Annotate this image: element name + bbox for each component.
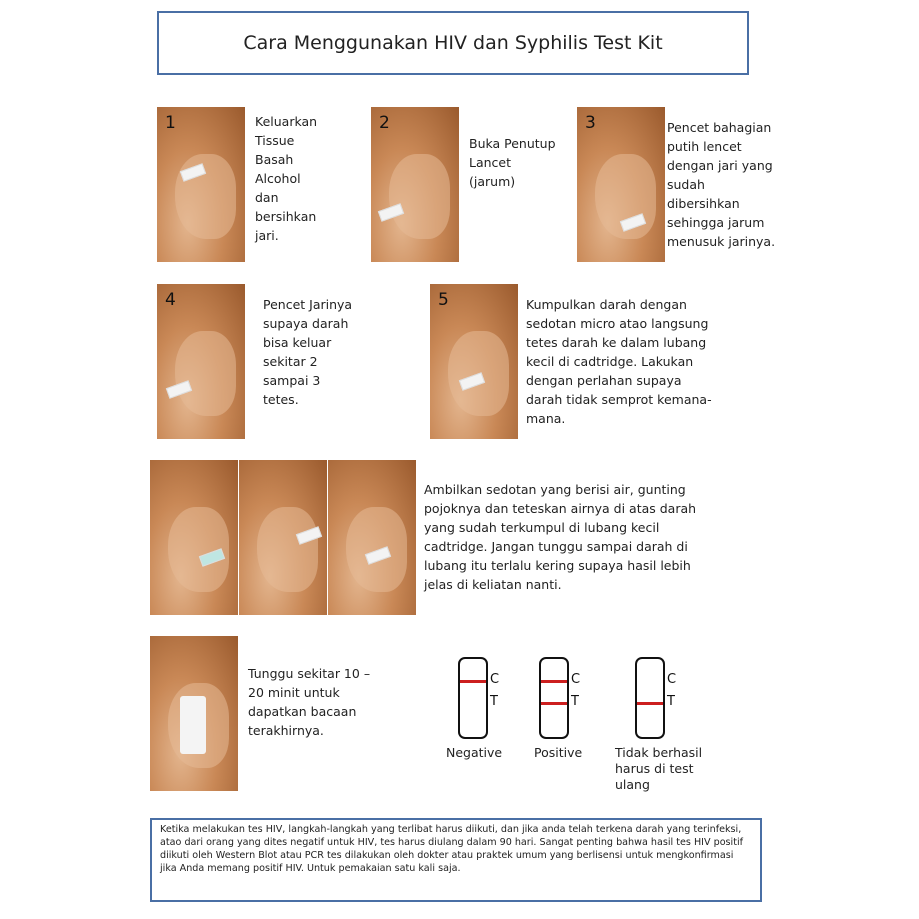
- step-4-number: 4: [165, 290, 176, 310]
- step-5-number: 5: [438, 290, 449, 310]
- step-3-text: Pencet bahagian putih lencet dengan jari yang sudah dibersihkan sehingga jarum menusuk jarinya.: [667, 120, 776, 249]
- step-2-photo: [371, 107, 459, 262]
- t-label-invalid: T: [667, 694, 675, 709]
- c-label-positive: C: [571, 672, 581, 687]
- step-3-number: 3: [585, 113, 596, 133]
- t-label-positive: T: [571, 694, 579, 709]
- test-line: [541, 702, 567, 705]
- t-label-negative: T: [490, 694, 498, 709]
- result-label-positive: Positive: [534, 745, 583, 760]
- control-line: [541, 680, 567, 683]
- step-6-photo-c: [328, 460, 416, 615]
- step-6-photo-a: [150, 460, 238, 615]
- step-6-photo-b: [239, 460, 327, 615]
- step-4-text: Pencet Jarinya supaya darah bisa keluar sekitar 2 sampai 3 tetes.: [263, 297, 353, 407]
- step-1-number: 1: [165, 113, 176, 133]
- cassette-image: [180, 696, 206, 754]
- page-title: Cara Menggunakan HIV dan Syphilis Test Kit: [157, 11, 749, 75]
- control-line: [460, 680, 486, 683]
- test-cassette-invalid: [635, 657, 665, 739]
- test-line: [637, 702, 663, 705]
- step-1-text: Keluarkan Tissue Basah Alcohol dan bersihkan jari.: [255, 114, 318, 243]
- result-label-invalid: Tidak berhasil harus di test ulang: [615, 745, 703, 792]
- step-1-photo: [157, 107, 245, 262]
- step-3-photo: [577, 107, 665, 262]
- c-label-negative: C: [490, 672, 500, 687]
- result-label-negative: Negative: [446, 745, 503, 760]
- test-cassette-positive: [539, 657, 569, 739]
- step-6-text: Ambilkan sedotan yang berisi air, gunting pojoknya dan teteskan airnya di atas darah yang sudah terkumpul di lubang kecil cadtridge. Jangan tunggu sampai darah di lubang itu terlalu kering supaya hasil lebih jelas di keliatan nanti.: [424, 482, 697, 592]
- step-2-number: 2: [379, 113, 390, 133]
- step-4-photo: [157, 284, 245, 439]
- note-box: [150, 818, 762, 902]
- c-label-invalid: C: [667, 672, 677, 687]
- step-2-text: Buka Penutup Lancet (jarum): [469, 136, 556, 189]
- step-7-photo: [150, 636, 238, 791]
- step-7-text: Tunggu sekitar 10 – 20 minit untuk dapatkan bacaan terakhirnya.: [248, 666, 371, 738]
- step-5-photo: [430, 284, 518, 439]
- step-5-text: Kumpulkan darah dengan sedotan micro atao langsung tetes darah ke dalam lubang kecil di cadtridge. Lakukan dengan perlahan supaya darah tidak semprot kemana- mana.: [526, 297, 712, 426]
- test-cassette-negative: [458, 657, 488, 739]
- note-text: Ketika melakukan tes HIV, langkah-langkah yang terlibat harus diikuti, dan jika anda telah terkena darah yang terinfeksi, atao dari orang yang dites negatif untuk HIV, tes harus diulang dalam 90 hari. Sangat penting bahwa hasil tes HIV positif diikuti oleh Western Blot atau PCR tes dilakukan oleh dokter atau praktek umum yang berlisensi untuk mengkonfirmasi jika Anda memang positif HIV. Untuk pemakaian satu kali saja.: [160, 824, 744, 874]
